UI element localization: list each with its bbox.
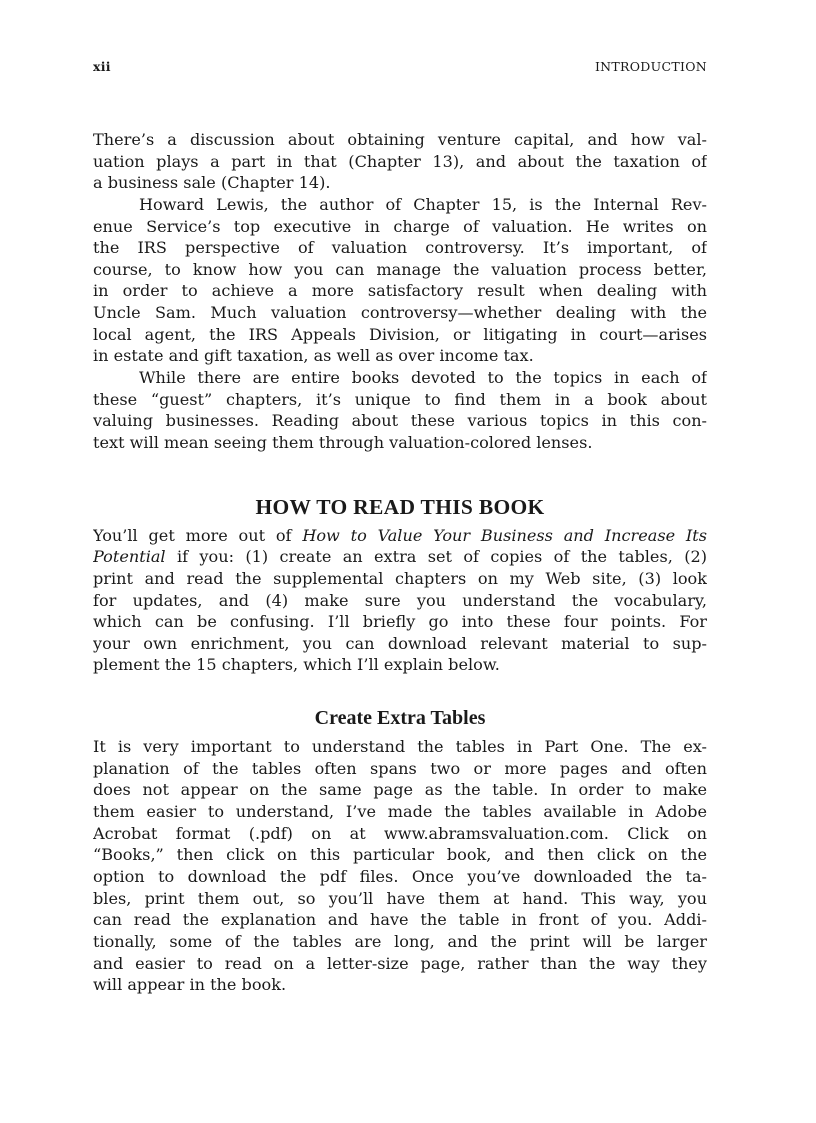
running-title: INTRODUCTION [594, 59, 707, 74]
text-line: will appear in the book. [93, 975, 287, 995]
text-line: course, to know how you can manage the valuation process better, [93, 259, 707, 279]
text-line: planation of the tables often spans two or more pages and often [93, 758, 707, 778]
text-line: and easier to read on a letter-size page, rather than the way they [93, 953, 707, 973]
text-line: print and read the supplemental chapters on my Web site, (3) look [93, 568, 707, 588]
text-line: There’s a discussion about obtaining venture capital, and how val- [93, 130, 707, 149]
text-line: in estate and gift taxation, as well as over income tax. [93, 346, 534, 366]
text-line: the IRS perspective of valuation controversy. It’s important, of [93, 238, 707, 258]
text-line: in order to achieve a more satisfactory result when dealing with [93, 281, 707, 301]
text-line: a business sale (Chapter 14). [93, 173, 331, 193]
text-line: option to download the pdf files. Once you’ve downloaded the ta- [93, 866, 707, 886]
subsection-heading: Create Extra Tables [314, 707, 486, 730]
text-fragment: You’ll get more out of [93, 525, 303, 545]
text-line: them easier to understand, I’ve made the tables available in Adobe [93, 802, 707, 822]
paragraph [93, 736, 707, 996]
section-heading: HOW TO READ THIS BOOK [255, 494, 545, 519]
text-line: for updates, and (4) make sure you understand the vocabulary, [93, 590, 707, 610]
book-title-italic: How to Value Your Business and Increase Its [302, 525, 707, 545]
paragraph [93, 367, 707, 454]
text-line: Uncle Sam. Much valuation controversy—whether dealing with the [93, 303, 707, 323]
text-line: “Books,” then click on this particular book, and then click on the [93, 845, 707, 865]
text-line: Howard Lewis, the author of Chapter 15, is the Internal Rev- [139, 194, 707, 214]
text-fragment: if you: (1) create an extra set of copies of the tables, (2) [165, 547, 707, 567]
book-title-italic: Potential [93, 547, 166, 567]
text-line: It is very important to understand the tables in Part One. The ex- [93, 737, 707, 757]
page-number: xii [93, 59, 111, 74]
book-page [93, 0, 707, 1123]
text-line: tionally, some of the tables are long, and the print will be larger [93, 931, 707, 951]
paragraph [93, 525, 707, 676]
text-line: uation plays a part in that (Chapter 13), and about the taxation of [93, 151, 707, 171]
text-line: does not appear on the same page as the table. In order to make [93, 780, 707, 800]
text-line: these “guest” chapters, it’s unique to find them in a book about [93, 389, 707, 409]
page-body [93, 129, 707, 996]
text-line: text will mean seeing them through valuation-colored lenses. [93, 432, 593, 452]
text-line [93, 546, 707, 568]
paragraph [93, 129, 707, 194]
text-line: valuing businesses. Reading about these various topics in this con- [93, 411, 707, 431]
text-line: Acrobat format (.pdf) on at www.abramsvaluation.com. Click on [93, 823, 707, 843]
text-line: While there are entire books devoted to the topics in each of [139, 368, 707, 388]
text-line: your own enrichment, you can download relevant material to sup- [93, 633, 707, 653]
text-line: plement the 15 chapters, which I’ll explain below. [93, 655, 500, 675]
text-line: local agent, the IRS Appeals Division, or litigating in court—arises [93, 324, 707, 344]
text-line: which can be confusing. I’ll briefly go into these four points. For [93, 612, 707, 632]
running-head [93, 59, 707, 77]
text-line: bles, print them out, so you’ll have them at hand. This way, you [93, 888, 707, 908]
paragraph [93, 194, 707, 367]
text-line: enue Service’s top executive in charge of valuation. He writes on [93, 216, 707, 236]
text-line: can read the explanation and have the table in front of you. Addi- [93, 910, 707, 930]
text-line [93, 525, 707, 547]
